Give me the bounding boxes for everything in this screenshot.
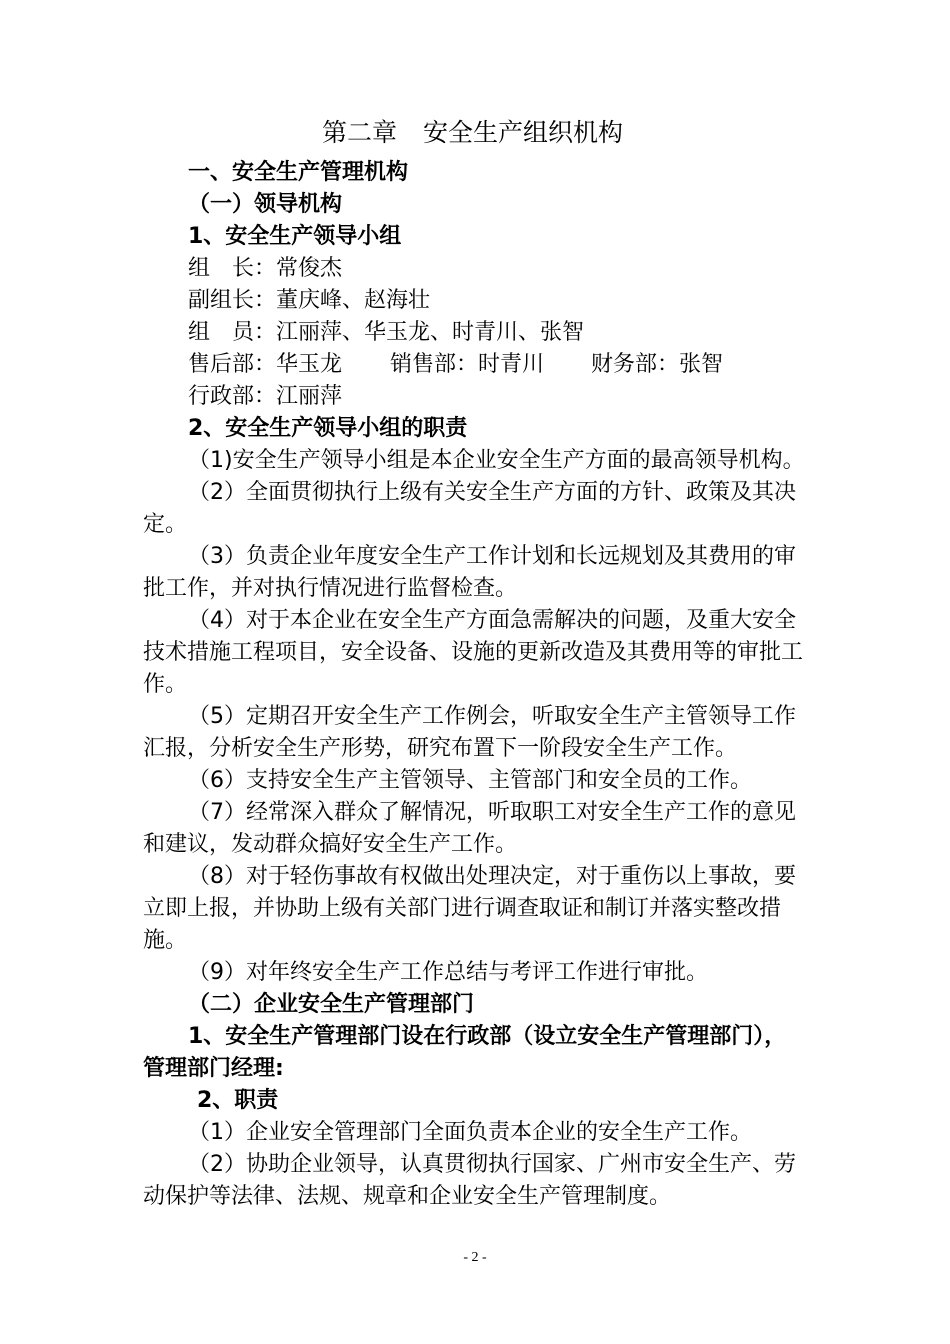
dept-admin: 行政部：江丽萍 [188, 384, 343, 409]
group-leader: 组 长：常俊杰 [188, 256, 343, 281]
duty-item-7: （7）经常深入群众了解情况，听取职工对安全生产工作的意见 [188, 800, 796, 825]
group-heading: 1、安全生产领导小组 [188, 224, 402, 249]
subsection-heading: （一）领导机构 [188, 192, 343, 217]
duty-item-9: （9）对年终安全生产工作总结与考评工作进行审批。 [188, 960, 708, 985]
dept-duty-item-1: （1）企业安全管理部门全面负责本企业的安全生产工作。 [188, 1120, 752, 1145]
dept-duty-item-2-cont: 动保护等法律、法规、规章和企业安全生产管理制度。 [143, 1184, 672, 1209]
duty-item-4: （4）对于本企业在安全生产方面急需解决的问题，及重大安全 [188, 608, 796, 633]
duty-item-5-cont: 汇报，分析安全生产形势，研究布置下一阶段安全生产工作。 [143, 736, 738, 761]
page-number: - 2 - [463, 1250, 487, 1265]
dept-duty-item-2: （2）协助企业领导，认真贯彻执行国家、广州市安全生产、劳 [188, 1152, 796, 1177]
chapter-title [322, 118, 623, 148]
duty-item-1: （1)安全生产领导小组是本企业安全生产方面的最高领导机构。 [188, 448, 805, 473]
duty-item-8-cont: 立即上报，并协助上级有关部门进行调查取证和制订并落实整改措 [143, 896, 782, 921]
duty-item-7-cont: 和建议，发动群众搞好安全生产工作。 [143, 832, 518, 857]
dept-location: 1、安全生产管理部门设在行政部（设立安全生产管理部门）， [188, 1024, 787, 1049]
duty-item-2: （2）全面贯彻执行上级有关安全生产方面的方针、政策及其决 [188, 480, 796, 505]
duty-item-4-cont: 作。 [143, 672, 188, 697]
dept-finance: 财务部：张智 [591, 352, 724, 377]
duty-item-6: （6）支持安全生产主管领导、主管部门和安全员的工作。 [188, 768, 752, 793]
section-heading: 一、安全生产管理机构 [188, 160, 409, 185]
dept-sales: 销售部：时青川 [390, 352, 545, 377]
subsection-heading: （二）企业安全生产管理部门 [188, 992, 475, 1017]
dept-duties-heading: 2、职责 [197, 1088, 279, 1113]
duty-item-8-cont: 施。 [143, 928, 188, 953]
duty-item-2-cont: 定。 [143, 512, 188, 537]
duties-heading: 2、安全生产领导小组的职责 [188, 416, 468, 441]
group-members: 组 员：江丽萍、华玉龙、时青川、张智 [188, 320, 585, 345]
duty-item-4-cont: 技术措施工程项目，安全设备、设施的更新改造及其费用等的审批工 [143, 640, 804, 665]
chapter-number: 第二章 [322, 118, 398, 147]
dept-aftersales: 售后部：华玉龙 [188, 352, 343, 377]
duty-item-8: （8）对于轻伤事故有权做出处理决定，对于重伤以上事故，要 [188, 864, 796, 889]
chapter-name: 安全生产组织机构 [423, 118, 624, 147]
duty-item-5: （5）定期召开安全生产工作例会，听取安全生产主管领导工作 [188, 704, 796, 729]
group-deputy: 副组长：董庆峰、赵海壮 [188, 288, 431, 313]
duty-item-3-cont: 批工作，并对执行情况进行监督检查。 [143, 576, 518, 601]
duty-item-3: （3）负责企业年度安全生产工作计划和长远规划及其费用的审 [188, 544, 796, 569]
dept-manager: 管理部门经理: [143, 1056, 284, 1081]
